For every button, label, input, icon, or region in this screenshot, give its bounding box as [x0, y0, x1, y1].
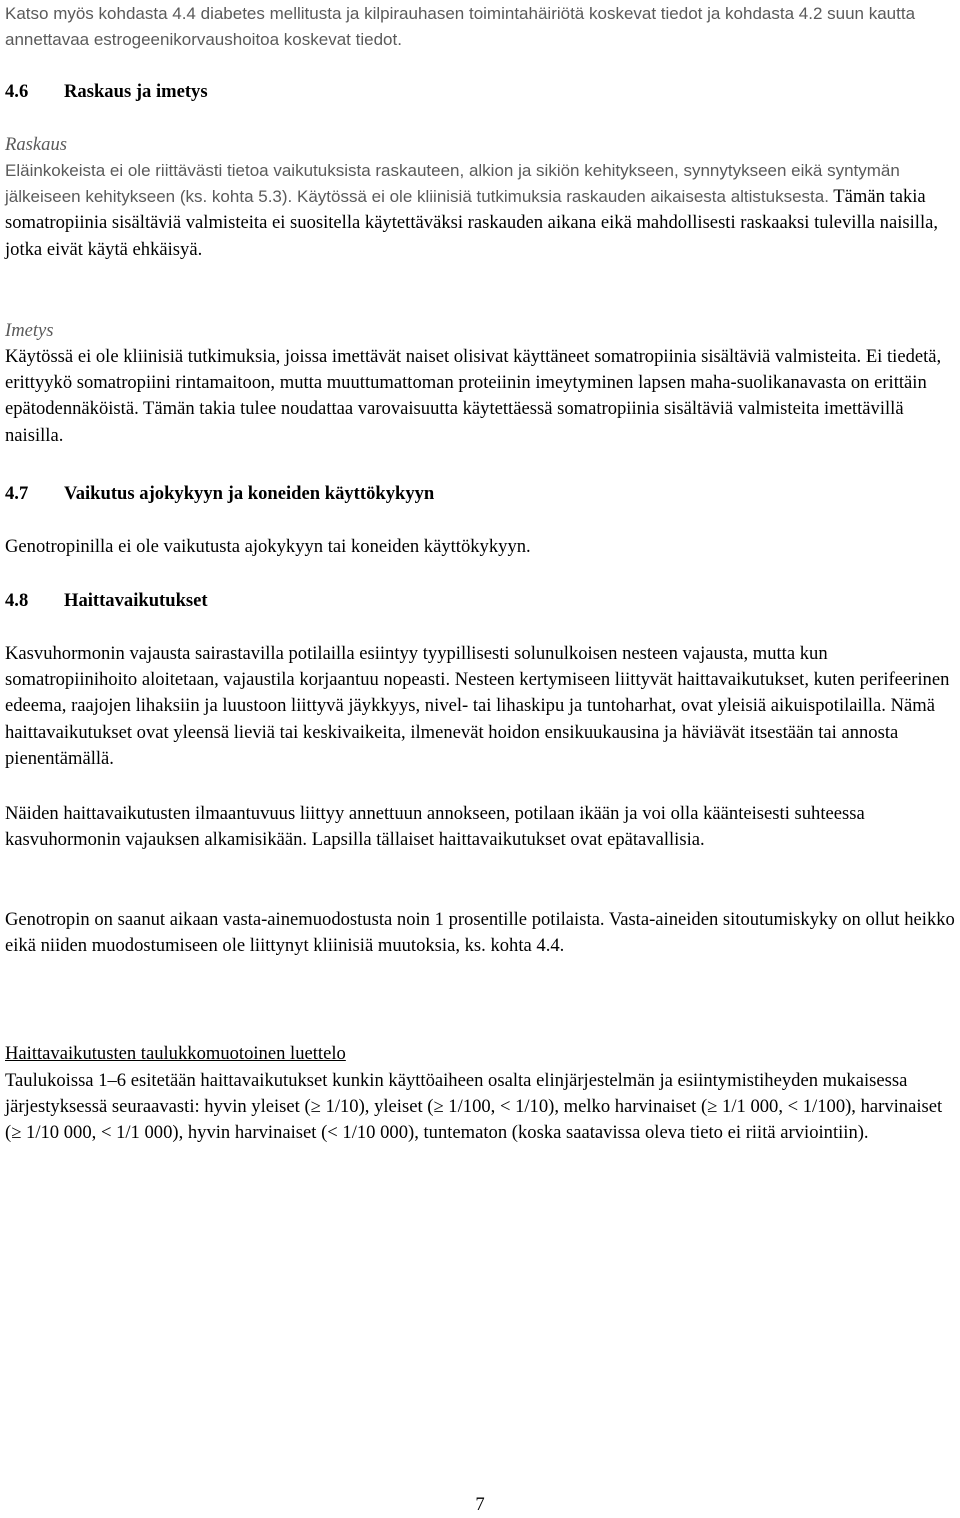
- section-4-8-heading: [5, 588, 208, 614]
- raskaus-black-text: Tämän takia somatropiinia sisältäviä valmisteita ei suositella käytettäväksi raskauden aikana eikä mahdollisesti raskaaksi tulevilla naisilla, jotka eivät käytä ehkäisyä.: [5, 186, 939, 260]
- haittavaikutukset-paragraph-1: Kasvuhormonin vajausta sairastavilla potilailla esiintyy tyypillisesti solunulkoisen nesteen vajausta, mutta kun somatropiinihoito aloitetaan, vajaustila korjaantuu nopeasti. Nesteen kertymiseen liittyvät haittavaikutukset, kuten perifeerinen edeema, raajojen lihaksiin ja luustoon liittyvä jäykkyys, nivel- tai lihaskipu ja tuntoharhat, ovat yleisiä aikuispotilailla. Nämä haittavaikutukset ovat yleensä lieviä tai keskivaikeita, ilmenevät hoidon ensikuukausina ja häviävät itsestään tai annosta pienentämällä.: [5, 643, 950, 769]
- section-4-7-paragraph: Genotropinilla ei ole vaikutusta ajokykyyn tai koneiden käyttökykyyn.: [5, 536, 531, 557]
- haittavaikutukset-paragraph-3: Genotropin on saanut aikaan vasta-ainemuodostusta noin 1 prosentille potilaista. Vasta-aineiden sitoutumiskyky on ollut heikko eikä niiden muodostumiseen ole liittynyt kliinisiä muutoksia, ks. kohta 4.4.: [5, 909, 955, 957]
- section-title: Haittavaikutukset: [64, 590, 208, 611]
- imetys-paragraph: Käytössä ei ole kliinisiä tutkimuksia, joissa imettävät naiset olisivat käyttäneet somatropiinia sisältäviä valmisteita. Ei tiedetä, erittyykö somatropiini rintamaitoon, mutta muuttumattoman proteiinin imeytyminen lapsen maha-suolikanavasta on erittäin epätodennäköistä. Tämän takia tulee noudattaa varovaisuutta käytettäessä somatropiinia sisältäviä valmisteita imettävillä naisilla.: [5, 346, 942, 446]
- section-4-7-heading: [5, 481, 434, 507]
- page-number: 7: [475, 1494, 485, 1515]
- section-number: 4.8: [5, 590, 29, 611]
- raskaus-paragraph: [5, 158, 960, 263]
- table-list-paragraph: Taulukoissa 1–6 esitetään haittavaikutukset kunkin käyttöaiheen osalta elinjärjestelmän ja esiintymistiheyden mukaisessa järjestyksessä seuraavasti: hyvin yleiset (≥ 1/10), yleiset (≥ 1/100, < 1/10), melko harvinaiset (≥ 1/1 000, < 1/100), harvinaiset (≥ 1/10 000, < 1/1 000), hyvin harvinaiset (< 1/10 000), tuntematon (koska saatavissa oleva tieto ei riitä arviointiin).: [5, 1070, 943, 1144]
- section-4-6-heading: [5, 79, 208, 105]
- haittavaikutukset-paragraph-2: Näiden haittavaikutusten ilmaantuvuus liittyy annettuun annokseen, potilaan ikään ja voi olla käänteisesti suhteessa kasvuhormonin vajauksen alkamisikään. Lapsilla tällaiset haittavaikutukset ovat epätavallisia.: [5, 803, 865, 851]
- raskaus-subheading: Raskaus: [5, 134, 67, 155]
- table-list-heading: Haittavaikutusten taulukkomuotoinen luettelo: [5, 1043, 346, 1064]
- raskaus-gray-text: Eläinkokeista ei ole riittävästi tietoa vaikutuksista raskauteen, alkion ja sikiön kehitykseen, synnytykseen eikä syntymän jälkeiseen kehitykseen (ks. kohta 5.3). Käytössä ei ole kliinisiä tutkimuksia raskauden aikaisesta altistuksesta.: [5, 161, 900, 207]
- section-number: 4.7: [5, 483, 29, 504]
- section-number: 4.6: [5, 81, 29, 102]
- intro-paragraph: Katso myös kohdasta 4.4 diabetes mellitusta ja kilpirauhasen toimintahäiriötä koskevat tiedot ja kohdasta 4.2 suun kautta annettavaa estrogeenikorvaushoitoa koskevat tiedot.: [5, 4, 916, 50]
- section-title: Vaikutus ajokykyyn ja koneiden käyttökykyyn: [64, 483, 435, 504]
- imetys-subheading: Imetys: [5, 320, 54, 341]
- section-title: Raskaus ja imetys: [64, 81, 208, 102]
